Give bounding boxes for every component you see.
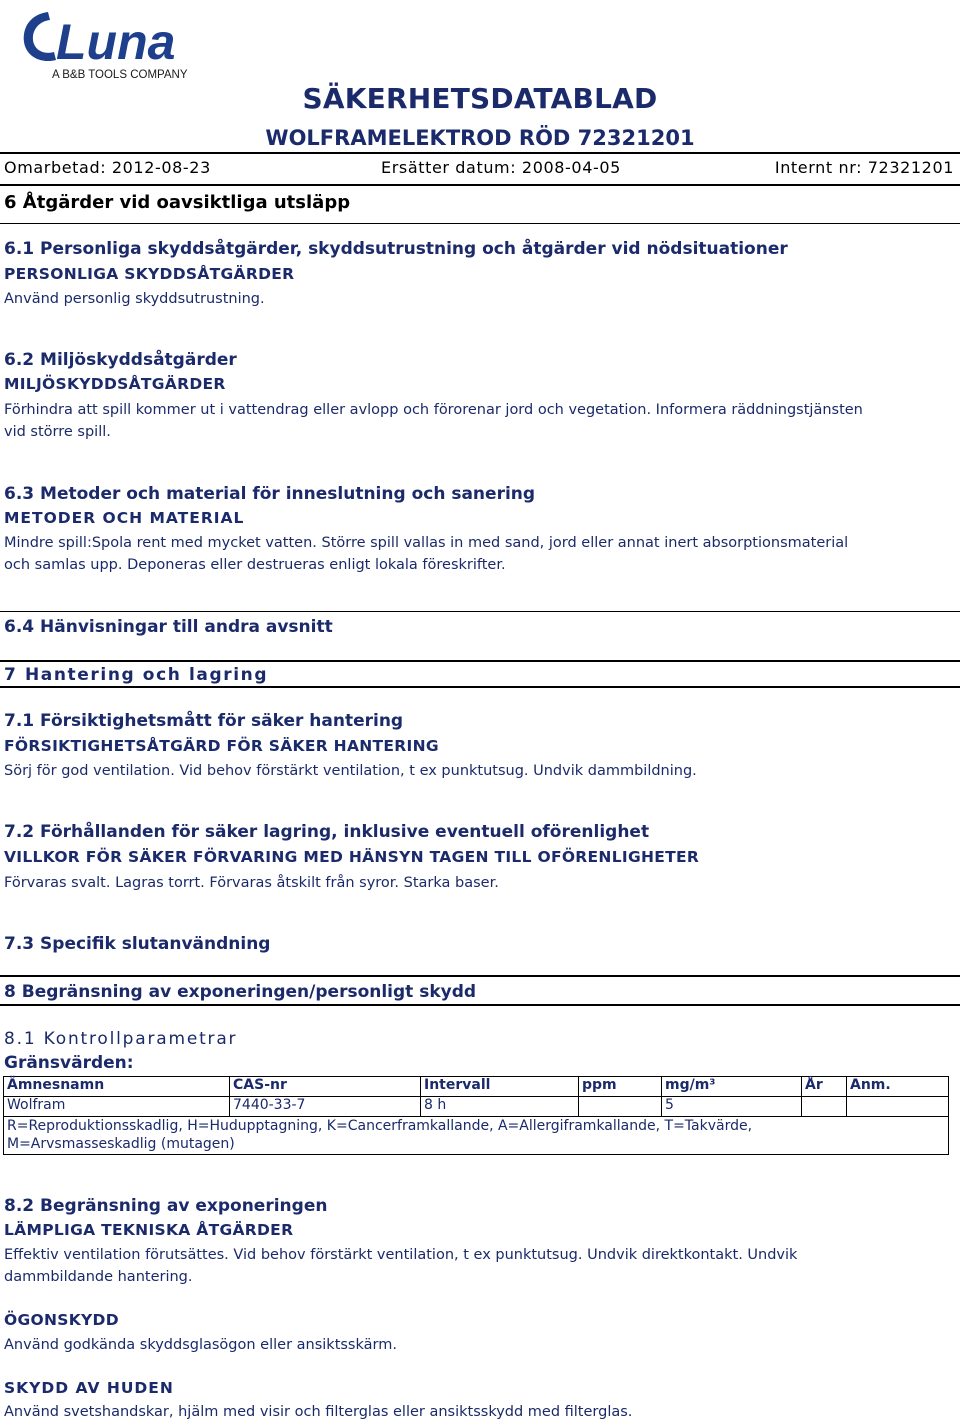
exposure-limits-table xyxy=(3,1076,949,1155)
section-6-4-heading: 6.4 Hänvisningar till andra avsnitt xyxy=(4,617,333,637)
replaces-date: Ersätter datum: 2008-04-05 xyxy=(381,158,621,177)
header-substance-name: Ämnesnamn xyxy=(4,1077,230,1097)
product-name: WOLFRAMELEKTROD RÖD 72321201 xyxy=(265,126,695,150)
section-7-3-heading: 7.3 Specifik slutanvändning xyxy=(4,934,271,954)
section-7-rule-bottom xyxy=(0,686,960,688)
section-7-1-text: Sörj för god ventilation. Vid behov förstärkt ventilation, t ex punktutsug. Undvik dammbildning. xyxy=(4,763,697,779)
section-8-2-subheading: LÄMPLIGA TEKNISKA ÅTGÄRDER xyxy=(4,1221,294,1239)
cell-remark xyxy=(847,1097,949,1117)
section-6-3-text-line2: och samlas upp. Deponeras eller destrueras enligt lokala föreskrifter. xyxy=(4,557,506,573)
section-6-1-heading: 6.1 Personliga skyddsåtgärder, skyddsutrustning och åtgärder vid nödsituationer xyxy=(4,239,788,259)
eye-protection-heading: ÖGONSKYDD xyxy=(4,1311,119,1329)
section-7-1-heading: 7.1 Försiktighetsmått för säker hantering xyxy=(4,711,404,731)
section-8-2-text-line2: dammbildande hantering. xyxy=(4,1269,193,1285)
section-6-2-text-line1: Förhindra att spill kommer ut i vattendrag eller avlopp och förorenar jord och vegetation. Informera räddningstjänsten xyxy=(4,402,863,418)
section-7-2-subheading: VILLKOR FÖR SÄKER FÖRVARING MED HÄNSYN TAGEN TILL OFÖRENLIGHETER xyxy=(4,848,700,866)
table-note xyxy=(4,1117,949,1155)
section-6-2-subheading: MILJÖSKYDDSÅTGÄRDER xyxy=(4,375,226,393)
section-7-2-heading: 7.2 Förhållanden för säker lagring, inklusive eventuell oförenlighet xyxy=(4,822,650,842)
header-remark: Anm. xyxy=(847,1077,949,1097)
section-6-rule xyxy=(0,223,960,224)
document-title: SÄKERHETSDATABLAD xyxy=(302,82,658,115)
section-7-title: 7 Hantering och lagring xyxy=(4,665,269,685)
skin-protection-text: Använd svetshandskar, hjälm med visir och filterglas eller ansiktsskydd med filterglas. xyxy=(4,1404,633,1420)
header-rule-bottom xyxy=(0,184,960,186)
internal-number: Internt nr: 72321201 xyxy=(774,158,954,177)
table-header-row xyxy=(4,1077,949,1097)
section-7-2-text: Förvaras svalt. Lagras torrt. Förvaras åtskilt från syror. Starka baser. xyxy=(4,875,499,891)
header-year: År xyxy=(802,1077,847,1097)
cell-substance-name: Wolfram xyxy=(4,1097,230,1117)
cell-interval: 8 h xyxy=(421,1097,579,1117)
section-6-1-text: Använd personlig skyddsutrustning. xyxy=(4,291,265,307)
luna-logo-mark xyxy=(18,4,208,82)
section-8-rule-bottom xyxy=(0,1004,960,1006)
section-6-title: 6 Åtgärder vid oavsiktliga utsläpp xyxy=(4,192,351,213)
table-note-row xyxy=(4,1117,949,1155)
section-7-1-subheading: FÖRSIKTIGHETSÅTGÄRD FÖR SÄKER HANTERING xyxy=(4,737,439,755)
section-6-2-heading: 6.2 Miljöskyddsåtgärder xyxy=(4,350,237,370)
header-ppm: ppm xyxy=(579,1077,662,1097)
section-8-1-heading: 8.1 Kontrollparametrar xyxy=(4,1029,238,1049)
limits-label: Gränsvärden: xyxy=(4,1053,134,1073)
section-7-rule-top xyxy=(0,660,960,662)
section-8-2-heading: 8.2 Begränsning av exponeringen xyxy=(4,1196,328,1216)
header-cas-number: CAS-nr xyxy=(230,1077,421,1097)
header-mg-m3: mg/m³ xyxy=(662,1077,802,1097)
section-6-3-rule xyxy=(0,611,960,612)
cell-cas-number: 7440-33-7 xyxy=(230,1097,421,1117)
section-6-1-subheading: PERSONLIGA SKYDDSÅTGÄRDER xyxy=(4,265,295,283)
header-rule-top xyxy=(0,152,960,154)
logo-tagline: A B&B TOOLS COMPANY xyxy=(52,69,188,81)
cell-year xyxy=(802,1097,847,1117)
revised-date: Omarbetad: 2012-08-23 xyxy=(4,158,211,177)
section-6-3-subheading: METODER OCH MATERIAL xyxy=(4,509,245,527)
logo-wordmark: Luna xyxy=(56,14,176,70)
section-6-3-heading: 6.3 Metoder och material för inneslutning och sanering xyxy=(4,484,536,504)
section-6-3-text-line1: Mindre spill:Spola rent med mycket vatten. Större spill vallas in med sand, jord eller annat inert absorptionsmaterial xyxy=(4,535,849,551)
section-8-2-text-line1: Effektiv ventilation förutsättes. Vid behov förstärkt ventilation, t ex punktutsug. Undvik direktkontakt. Undvik xyxy=(4,1247,798,1263)
section-8-title: 8 Begränsning av exponeringen/personligt skydd xyxy=(4,982,477,1002)
cell-ppm xyxy=(579,1097,662,1117)
table-row xyxy=(4,1097,949,1117)
eye-protection-text: Använd godkända skyddsglasögon eller ansiktsskärm. xyxy=(4,1337,397,1353)
section-8-rule-top xyxy=(0,975,960,977)
header-interval: Intervall xyxy=(421,1077,579,1097)
skin-protection-heading: SKYDD AV HUDEN xyxy=(4,1379,174,1397)
section-6-2-text-line2: vid större spill. xyxy=(4,424,111,440)
cell-mg-m3: 5 xyxy=(662,1097,802,1117)
table-note-line2: M=Arvsmasseskadlig (mutagen) xyxy=(7,1136,235,1152)
company-logo xyxy=(18,4,208,82)
table-note-line1: R=Reproduktionsskadlig, H=Hudupptagning, K=Cancerframkallande, A=Allergiframkallande, T=Takvärde, xyxy=(7,1118,753,1134)
